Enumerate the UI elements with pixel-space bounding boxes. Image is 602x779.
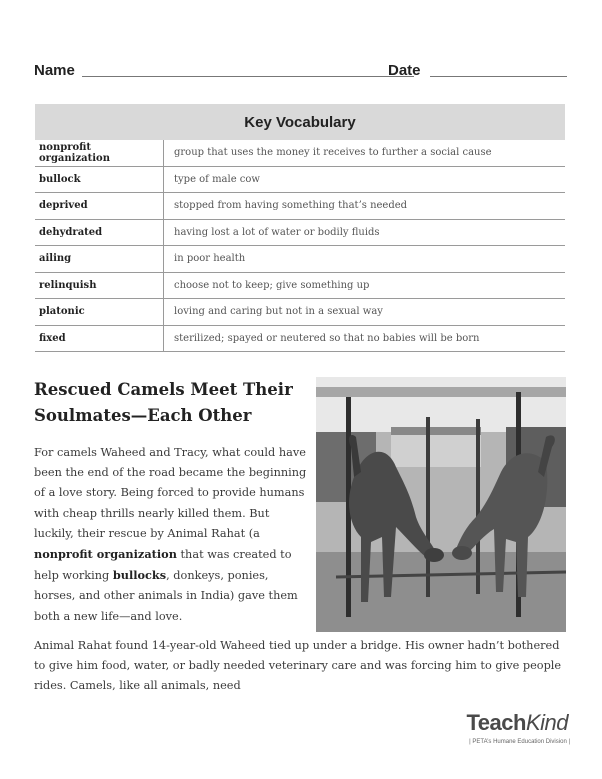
article-title-line-2: Soulmates—Each Other (34, 406, 252, 425)
vocab-definition: type of male cow (164, 166, 566, 193)
p1-text-a: For camels Waheed and Tracy, what could have been the end of the road became the beginning of a love story. Being forced to provide humans with cheap thrills nearly killed them. But luckily, their rescue by Animal Rahat (a (34, 446, 307, 540)
vocab-definition: group that uses the money it receives to further a social cause (164, 140, 566, 166)
article-title (34, 377, 304, 429)
camels-photo (316, 377, 566, 632)
teachkind-logo (450, 710, 570, 750)
vocabulary-row (35, 299, 565, 326)
vocabulary-row (35, 325, 565, 352)
name-line[interactable] (82, 76, 414, 77)
vocab-definition: sterilized; spayed or neutered so that no babies will be born (164, 325, 566, 352)
vocab-term: platonic (35, 299, 164, 326)
vocab-definition: loving and caring but not in a sexual way (164, 299, 566, 326)
p1-text-b: that was created to help working (34, 548, 292, 583)
p1-text-c: , donkeys, ponies, horses, and other animals in India) gave them both a new life—and love. (34, 569, 298, 623)
vocab-definition: in poor health (164, 246, 566, 273)
vocabulary-row (35, 272, 565, 299)
vocab-term: bullock (35, 166, 164, 193)
logo-word-kind: Kind (525, 710, 568, 735)
vocab-definition: having lost a lot of water or bodily fluids (164, 219, 566, 246)
vocabulary-row (35, 140, 565, 166)
vocab-definition: choose not to keep; give something up (164, 272, 566, 299)
vocabulary-row (35, 246, 565, 273)
date-label: Date (388, 62, 421, 79)
vocab-term: relinquish (35, 272, 164, 299)
date-line[interactable] (430, 76, 567, 77)
p1-bold-term-2: bullocks (112, 568, 167, 583)
vocabulary-row (35, 166, 565, 193)
vocabulary-row (35, 219, 565, 246)
article-paragraph-2: Animal Rahat found 14-year-old Waheed tied up under a bridge. His owner hadn’t bothered to give him food, water, or badly needed veterinary care and was forcing him to give people rides. Camels, like all animals, need (34, 639, 562, 693)
vocab-term: dehydrated (35, 219, 164, 246)
vocab-term: nonprofit organization (35, 140, 164, 166)
logo-tagline: | PETA’s Humane Education Division | (469, 739, 570, 745)
name-date-header (34, 62, 567, 82)
vocabulary-title: Key Vocabulary (35, 104, 565, 140)
camels-photo-illustration (316, 377, 566, 632)
name-label: Name (34, 62, 75, 79)
vocab-term: deprived (35, 193, 164, 220)
p1-bold-term-1: nonprofit organization (34, 547, 177, 562)
vocab-term: fixed (35, 325, 164, 352)
vocab-term: ailing (35, 246, 164, 273)
logo-wordmark (467, 710, 569, 736)
vocabulary-row (35, 193, 565, 220)
vocabulary-table (35, 104, 565, 352)
article-title-line-1: Rescued Camels Meet Their (34, 380, 293, 399)
logo-word-teach: Teach (466, 710, 526, 735)
vocab-definition: stopped from having something that’s needed (164, 193, 566, 220)
article-paragraph-1 (34, 443, 310, 627)
vocabulary-rows (35, 140, 565, 352)
